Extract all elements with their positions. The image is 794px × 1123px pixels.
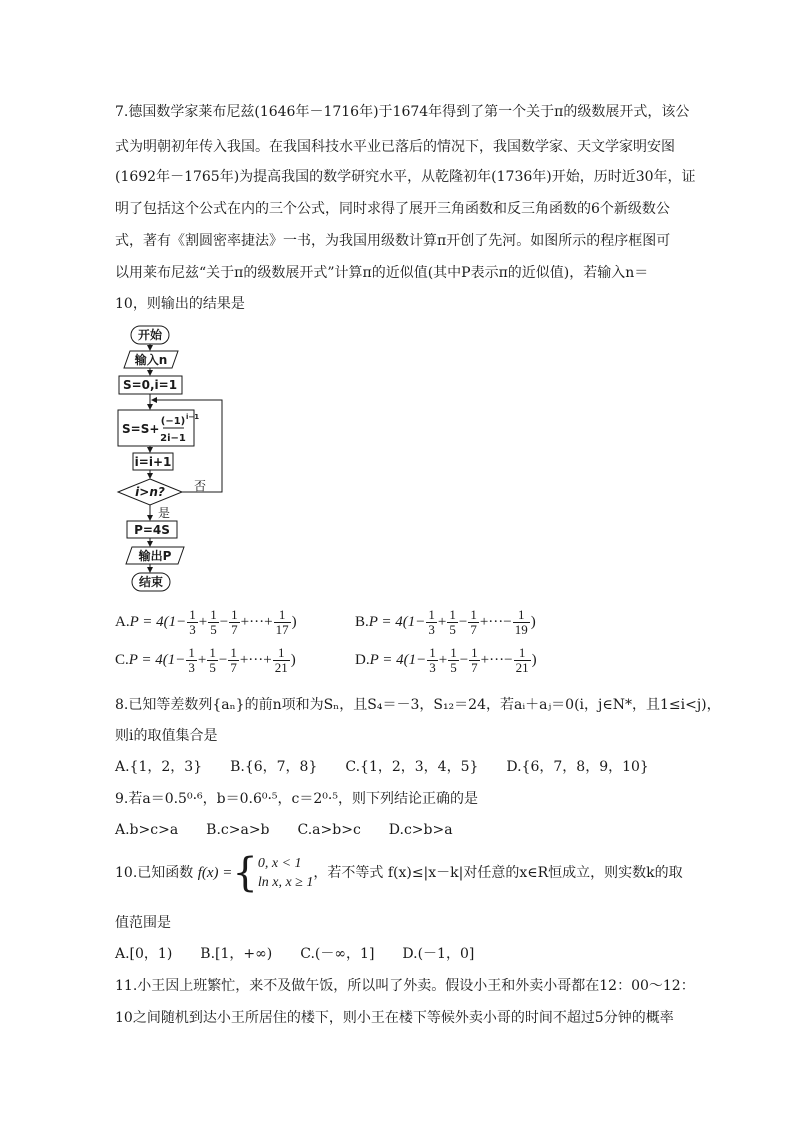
- q10-func: f(x) =: [197, 865, 233, 881]
- flow-no-label: 否: [194, 479, 207, 493]
- flow-init-text: S=0,i=1: [122, 378, 178, 392]
- flow-update-prefix: S=S+: [122, 422, 160, 436]
- q8-text-2: 则i的取值集合是: [115, 728, 218, 744]
- q8-options: A.{1，2，3} B.{6，7，8} C.{1，2，3，4，5} D.{6，7，8，9，10}: [115, 759, 649, 775]
- q7-line-1: 7.德国数学家莱布尼兹(1646年－1716年)于1674年得到了第一个关于π的级数展开式，该公: [115, 104, 690, 120]
- flow-end-text: 结束: [138, 575, 164, 589]
- flow-update-num-exp: i−1: [186, 413, 200, 421]
- q7-line-4: 明了包括这个公式在内的三个公式，同时求得了展开三角函数和反三角函数的6个新级数公: [115, 201, 670, 217]
- q10-text-2: 值范围是: [115, 915, 171, 931]
- q7-option-a[interactable]: A.P = 4(1− $\frac{1}{3}$ + $\frac{1}{5}$ − $\frac{1}{7}$ +···+ $\frac{1}{17}$ ): [115, 607, 297, 637]
- q11-line-1: 11.小王因上班繁忙，来不及做午饭，所以叫了外卖。假设小王和外卖小哥都在12：00～12：: [115, 978, 695, 994]
- q7-option-d[interactable]: D.P = 4(1− $\frac{1}{3}$ + $\frac{1}{5}$ − $\frac{1}{7}$ +···− $\frac{1}{21}$ ): [355, 645, 537, 675]
- q7-option-b[interactable]: B.P = 4(1− $\frac{1}{3}$ + $\frac{1}{5}$ − $\frac{1}{7}$ +···− $\frac{1}{19}$ ): [355, 607, 536, 637]
- q10-brace: {: [232, 850, 258, 896]
- q10-cases: 0, x < 1 ln x, x ≥ 1: [257, 856, 314, 890]
- q10-text: 10.已知函数 f(x) ={ 0, x < 1 ln x, x ≥ 1 ，若不等式 f(x)≤|x－k|对任意的x∈R恒成立，则实数k的取: [115, 850, 683, 896]
- q8-text: 8.已知等差数列{aₙ}的前n项和为Sₙ，且S₄＝－3，S₁₂＝24，若aᵢ＋aⱼ＝0(i，j∈N*，且1≤i<j)，: [115, 697, 721, 713]
- flow-update-num: (−1): [160, 416, 186, 427]
- q7-line-3: (1692年－1765年)为提高我国的数学研究水平，从乾隆初年(1736年)开始，历时近30年，证: [115, 169, 696, 185]
- flow-input-text: 输入n: [134, 353, 168, 367]
- flow-increment-text: i=i+1: [134, 455, 172, 469]
- flow-start-text: 开始: [137, 328, 163, 342]
- q9-text: 9.若a＝0.5⁰·⁶，b＝0.6⁰·⁵，c＝2⁰·⁵，则下列结论正确的是: [115, 791, 478, 807]
- flow-yes-label: 是: [158, 506, 171, 520]
- flow-condition-text: i>n?: [135, 485, 165, 499]
- flow-output-text: 输出P: [138, 549, 172, 563]
- q7-line-5: 式，著有《割圆密率捷法》一书，为我国用级数计算π开创了先河。如图所示的程序框图可: [115, 233, 671, 249]
- flow-update-den: 2i−1: [160, 433, 186, 444]
- q9-options: A.b>c>a B.c>a>b C.a>b>c D.c>b>a: [115, 822, 453, 838]
- flow-compute-text: P=4S: [134, 523, 170, 537]
- q7-line-2: 式为明朝初年传入我国。在我国科技水平业已落后的情况下，我国数学家、天文学家明安图: [115, 139, 675, 155]
- q10-options: A.[0，1) B.[1，+∞) C.(－∞，1] D.(－1，0]: [115, 946, 475, 962]
- flowchart: [110, 320, 240, 600]
- q7-line-7: 10，则输出的结果是: [115, 296, 245, 312]
- q11-line-2: 10之间随机到达小王所居住的楼下，则小王在楼下等候外卖小哥的时间不超过5分钟的概率: [115, 1010, 674, 1026]
- q7-line-6: 以用莱布尼兹“关于π的级数展开式”计算π的近似值(其中P表示π的近似值)，若输入n＝: [115, 265, 649, 281]
- q7-option-c[interactable]: C.P = 4(1− $\frac{1}{3}$ + $\frac{1}{5}$ − $\frac{1}{7}$ +···+ $\frac{1}{21}$ ): [115, 645, 296, 675]
